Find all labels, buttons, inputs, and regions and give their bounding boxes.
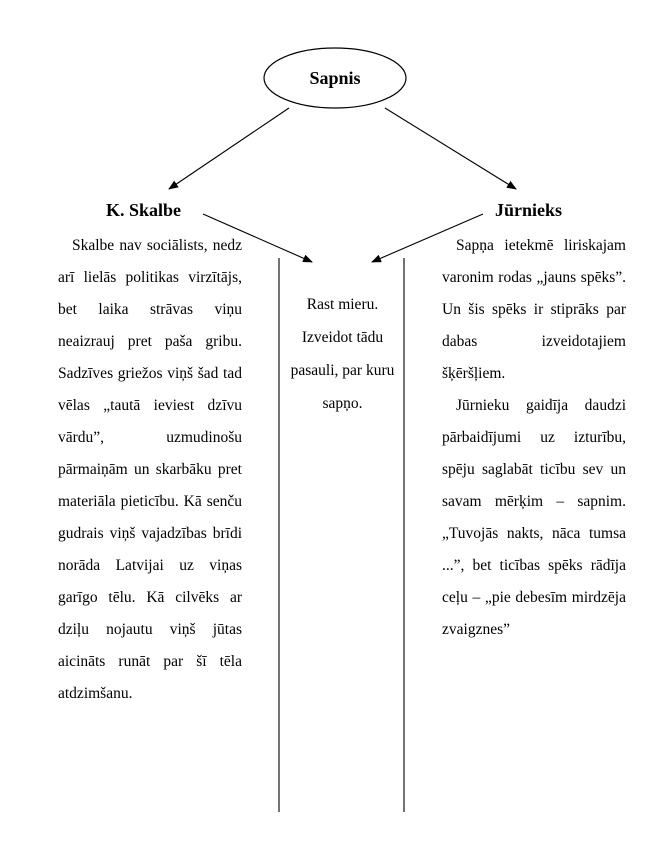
left-text-column xyxy=(58,230,242,710)
left-heading: K. Skalbe xyxy=(106,200,182,220)
right-paragraph-1: Sapņa ietekmē liriskajam varonim rodas „jauns spēks”. Un šis spēks ir stiprāks par dabas izveidotajiem šķēršļiem. xyxy=(442,237,626,382)
arrow-root-to-left xyxy=(169,108,289,189)
left-paragraph: Skalbe nav sociālists, nedz arī lielās politikas virzītājs, bet laika strāvas viņu neaizrauj pret paša gribu. Sadzīves griežos viņš šad tad vēlas „tautā ieviest dzīvu vārdu”, uzmudinošu pārmaiņām un skarbāku pret materiāla pieticību. Kā senču gudrais viņš vajadzības brīdi norāda Latvijai uz viņas garīgo tēlu. Kā cilvēks ar dziļu nojautu viņš jūtas aicināts runāt par šī tēla atdzimšanu. xyxy=(58,237,242,702)
arrow-root-to-right xyxy=(385,108,516,189)
right-paragraph-2: Jūrnieku gaidīja daudzi pārbaidījumi uz izturību, spēju saglabāt ticību sev un savam mērķim – sapnim. „Tuvojās nakts, nāca tumsa ...”, bet ticības spēks rādīja ceļu – „pie debesīm mirdzēja zvaigznes” xyxy=(442,397,626,638)
root-label: Sapnis xyxy=(309,68,361,88)
right-heading: Jūrnieks xyxy=(495,200,563,220)
center-text: Rast mieru. Izveidot tādu pasauli, par kuru sapņo. xyxy=(290,296,395,412)
right-text-column xyxy=(442,230,626,646)
